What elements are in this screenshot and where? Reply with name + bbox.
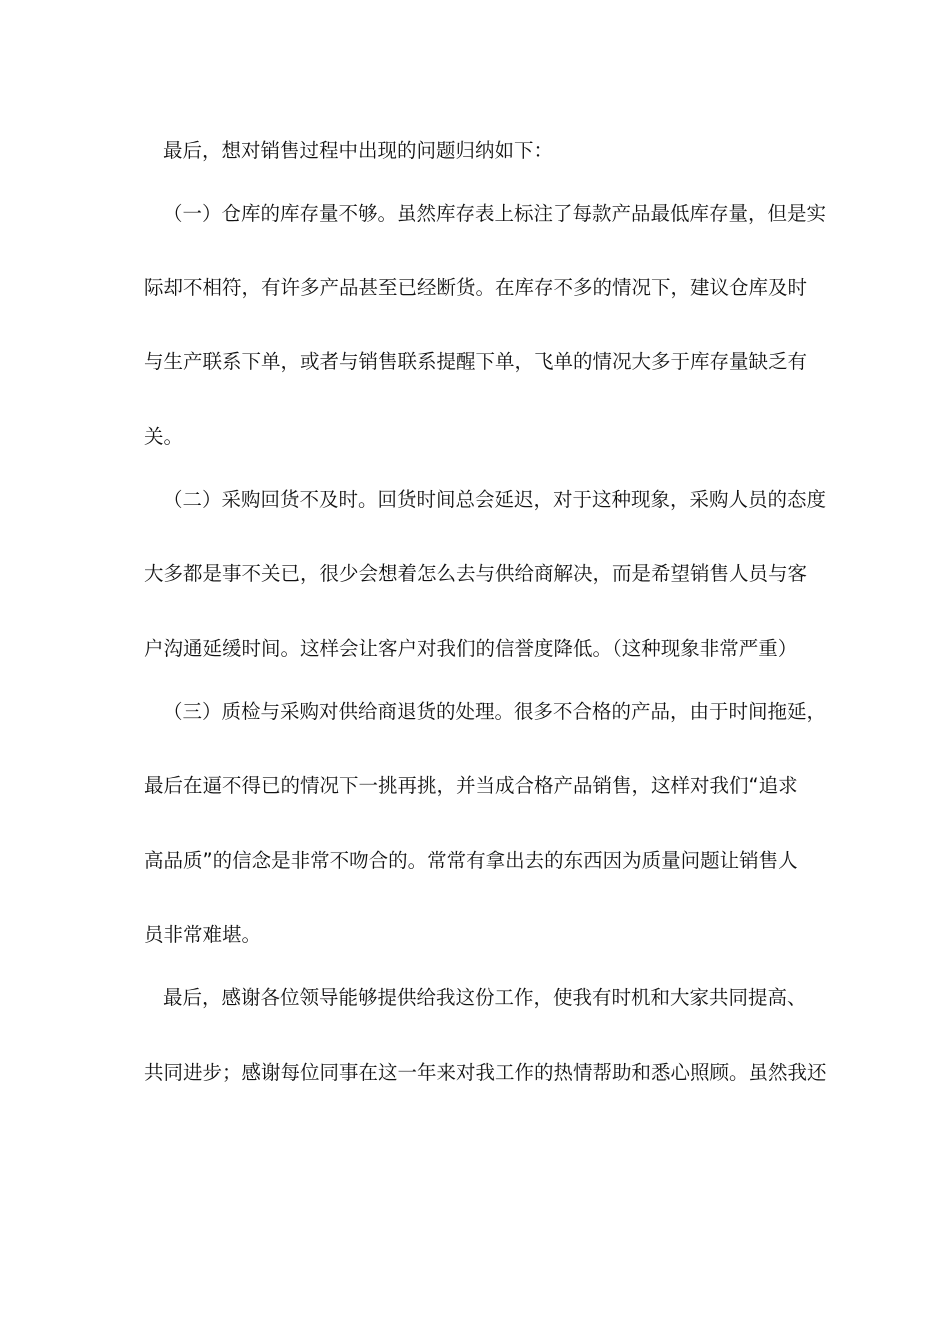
paragraph-thanks-line-2: 共同进步；感谢每位同事在这一年来对我工作的热情帮助和悉心照顾。虽然我还 [144,1061,827,1084]
paragraph-issue-1-line-1: （一）仓库的库存量不够。虽然库存表上标注了每款产品最低库存量，但是实 [163,202,827,225]
paragraph-issue-3-line-1: （三）质检与采购对供给商退货的处理。很多不合格的产品，由于时间拖延， [163,700,827,723]
paragraph-issue-3-line-2: 最后在逼不得已的情况下一挑再挑，并当成合格产品销售，这样对我们“追求 [144,774,798,797]
paragraph-issue-1-line-3: 与生产联系下单，或者与销售联系提醒下单，飞单的情况大多于库存量缺乏有 [144,350,808,373]
paragraph-intro-line: 最后，想对销售过程中出现的问题归纳如下： [163,139,554,162]
paragraph-issue-1-line-2: 际却不相符，有许多产品甚至已经断货。在库存不多的情况下，建议仓库及时 [144,276,808,299]
paragraph-issue-3-line-3: 高品质”的信念是非常不吻合的。常常有拿出去的东西因为质量问题让销售人 [144,849,798,872]
paragraph-issue-2-line-2: 大多都是事不关已，很少会想着怎么去与供给商解决，而是希望销售人员与客 [144,562,808,585]
paragraph-thanks-line-1: 最后，感谢各位领导能够提供给我这份工作，使我有时机和大家共同提高、 [163,986,807,1009]
paragraph-issue-3-line-4: 员非常难堪。 [144,923,262,946]
paragraph-issue-2-line-3: 户沟通延缓时间。这样会让客户对我们的信誉度降低。（这种现象非常严重） [144,637,798,660]
paragraph-issue-1-line-4: 关。 [144,425,184,448]
paragraph-issue-2-line-1: （二）采购回货不及时。回货时间总会延迟，对于这种现象，采购人员的态度 [163,488,827,511]
